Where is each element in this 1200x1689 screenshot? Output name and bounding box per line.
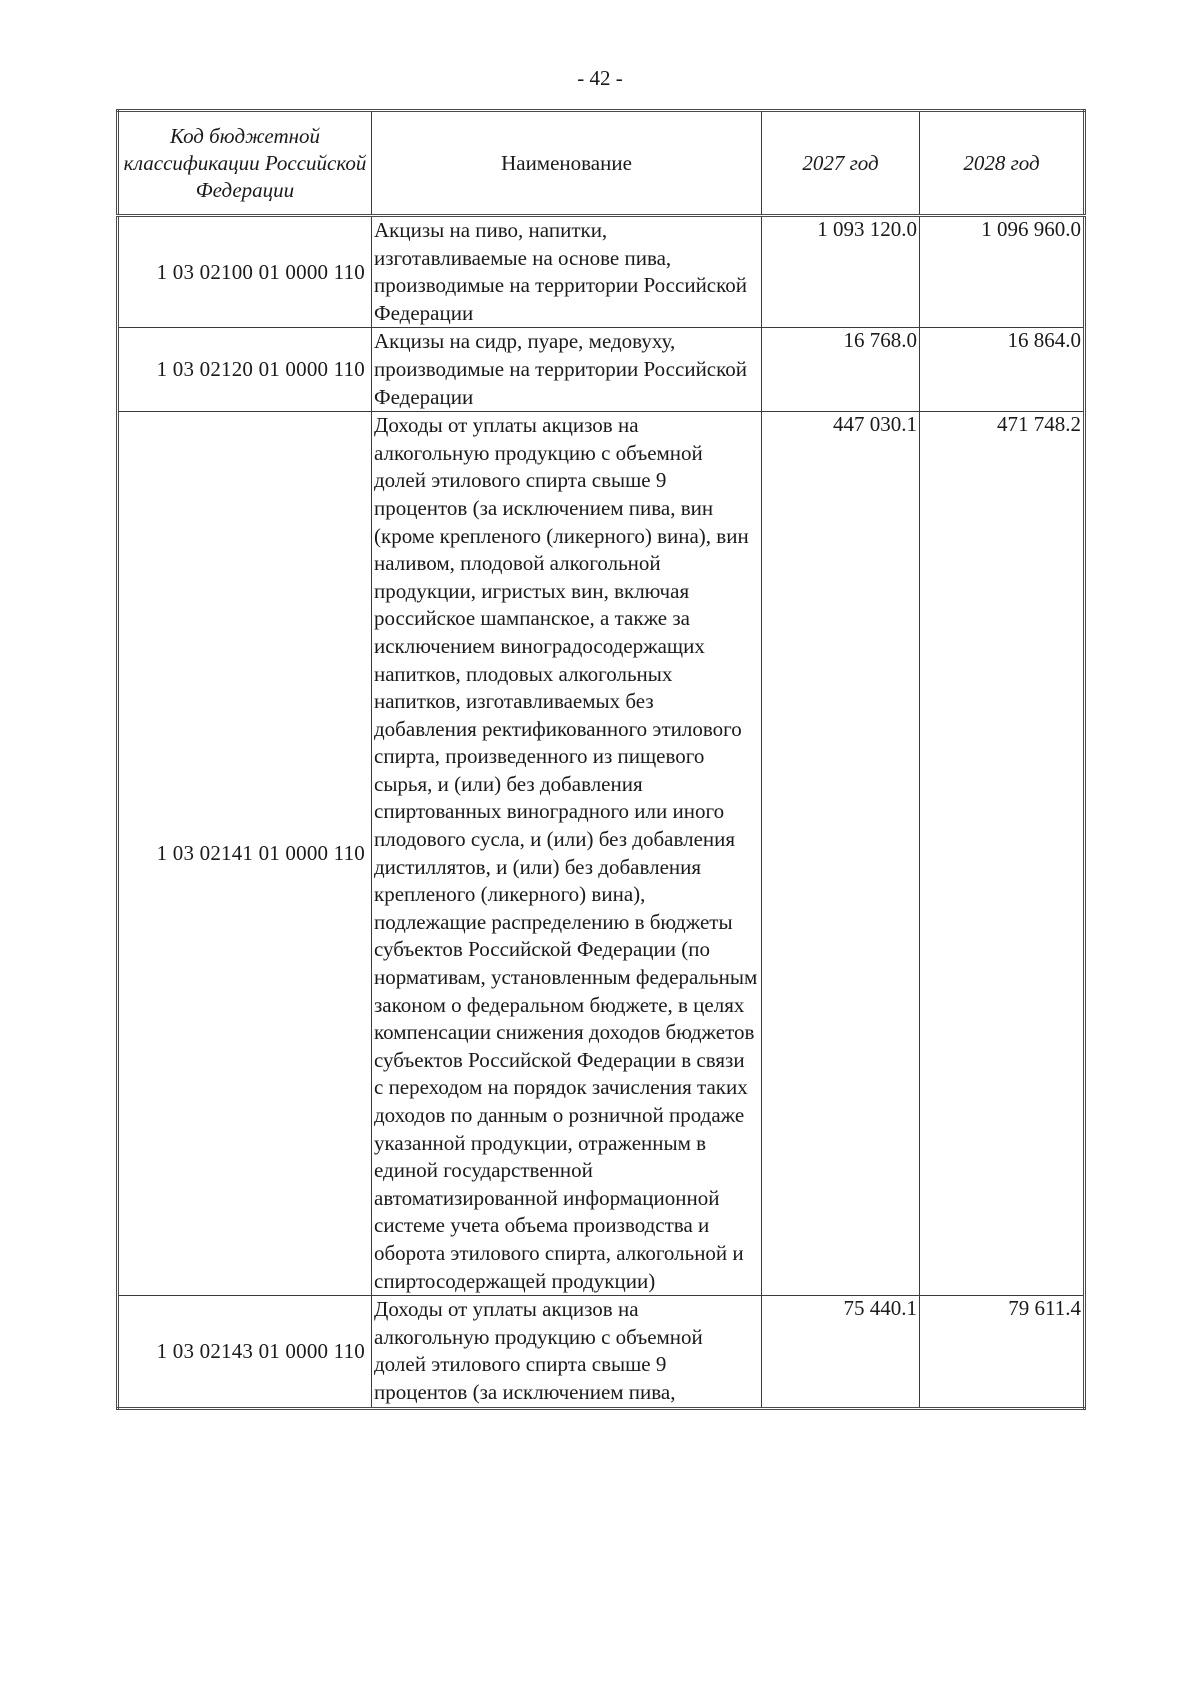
row-value-2027: 75 440.1 [762, 1296, 920, 1408]
row-name: Доходы от уплаты акцизов на алкогольную продукцию с объемной долей этилового спирта свыше 9 процентов (за исключением пива, [372, 1296, 762, 1408]
table-row [118, 1296, 1085, 1408]
row-value-2028: 471 748.2 [920, 412, 1085, 1296]
row-value-2028: 16 864.0 [920, 328, 1085, 412]
row-value-2028: 79 611.4 [920, 1296, 1085, 1408]
budget-table [116, 109, 1086, 1410]
table-row [118, 328, 1085, 412]
row-value-2027: 447 030.1 [762, 412, 920, 1296]
header-year-2027: 2027 год [762, 111, 920, 216]
table-row [118, 412, 1085, 1296]
row-code: 1 03 02141 01 0000 110 [118, 412, 372, 1296]
row-code: 1 03 02120 01 0000 110 [118, 328, 372, 412]
table-header-row [118, 111, 1085, 216]
table-row [118, 216, 1085, 328]
header-name: Наименование [372, 111, 762, 216]
header-year-2028: 2028 год [920, 111, 1085, 216]
row-name: Акцизы на сидр, пуаре, медовуху, производимые на территории Российской Федерации [372, 328, 762, 412]
header-code: Код бюджетной классификации Российской Федерации [118, 111, 372, 216]
page-number: - 42 - [577, 66, 623, 90]
row-code: 1 03 02143 01 0000 110 [118, 1296, 372, 1408]
row-name: Акцизы на пиво, напитки, изготавливаемые на основе пива, производимые на территории Российской Федерации [372, 216, 762, 328]
row-name: Доходы от уплаты акцизов на алкогольную продукцию с объемной долей этилового спирта свыше 9 процентов (за исключением пива, вин (кроме крепленого (ликерного) вина), вин наливом, плодовой алкогольной продукции, игристых вин, включая российское шампанское, а также за исключением виноградосодержащих напитков, плодовых алкогольных напитков, изготавливаемых без добавления ректификованного этилового спирта, произведенного из пищевого сырья, и (или) без добавления спиртованных виноградного или иного плодового сусла, и (или) без добавления дистиллятов, и (или) без добавления крепленого (ликерного) вина), подлежащие распределению в бюджеты субъектов Российской Федерации (по нормативам, установленным федеральным законом о федеральном бюджете, в целях компенсации снижения доходов бюджетов субъектов Российской Федерации в связи с переходом на порядок зачисления таких доходов по данным о розничной продаже указанной продукции, отраженным в единой государственной автоматизированной информационной системе учета объема производства и оборота этилового спирта, алкогольной и спиртосодержащей продукции) [372, 412, 762, 1296]
row-value-2027: 16 768.0 [762, 328, 920, 412]
row-value-2028: 1 096 960.0 [920, 216, 1085, 328]
row-code: 1 03 02100 01 0000 110 [118, 216, 372, 328]
row-value-2027: 1 093 120.0 [762, 216, 920, 328]
